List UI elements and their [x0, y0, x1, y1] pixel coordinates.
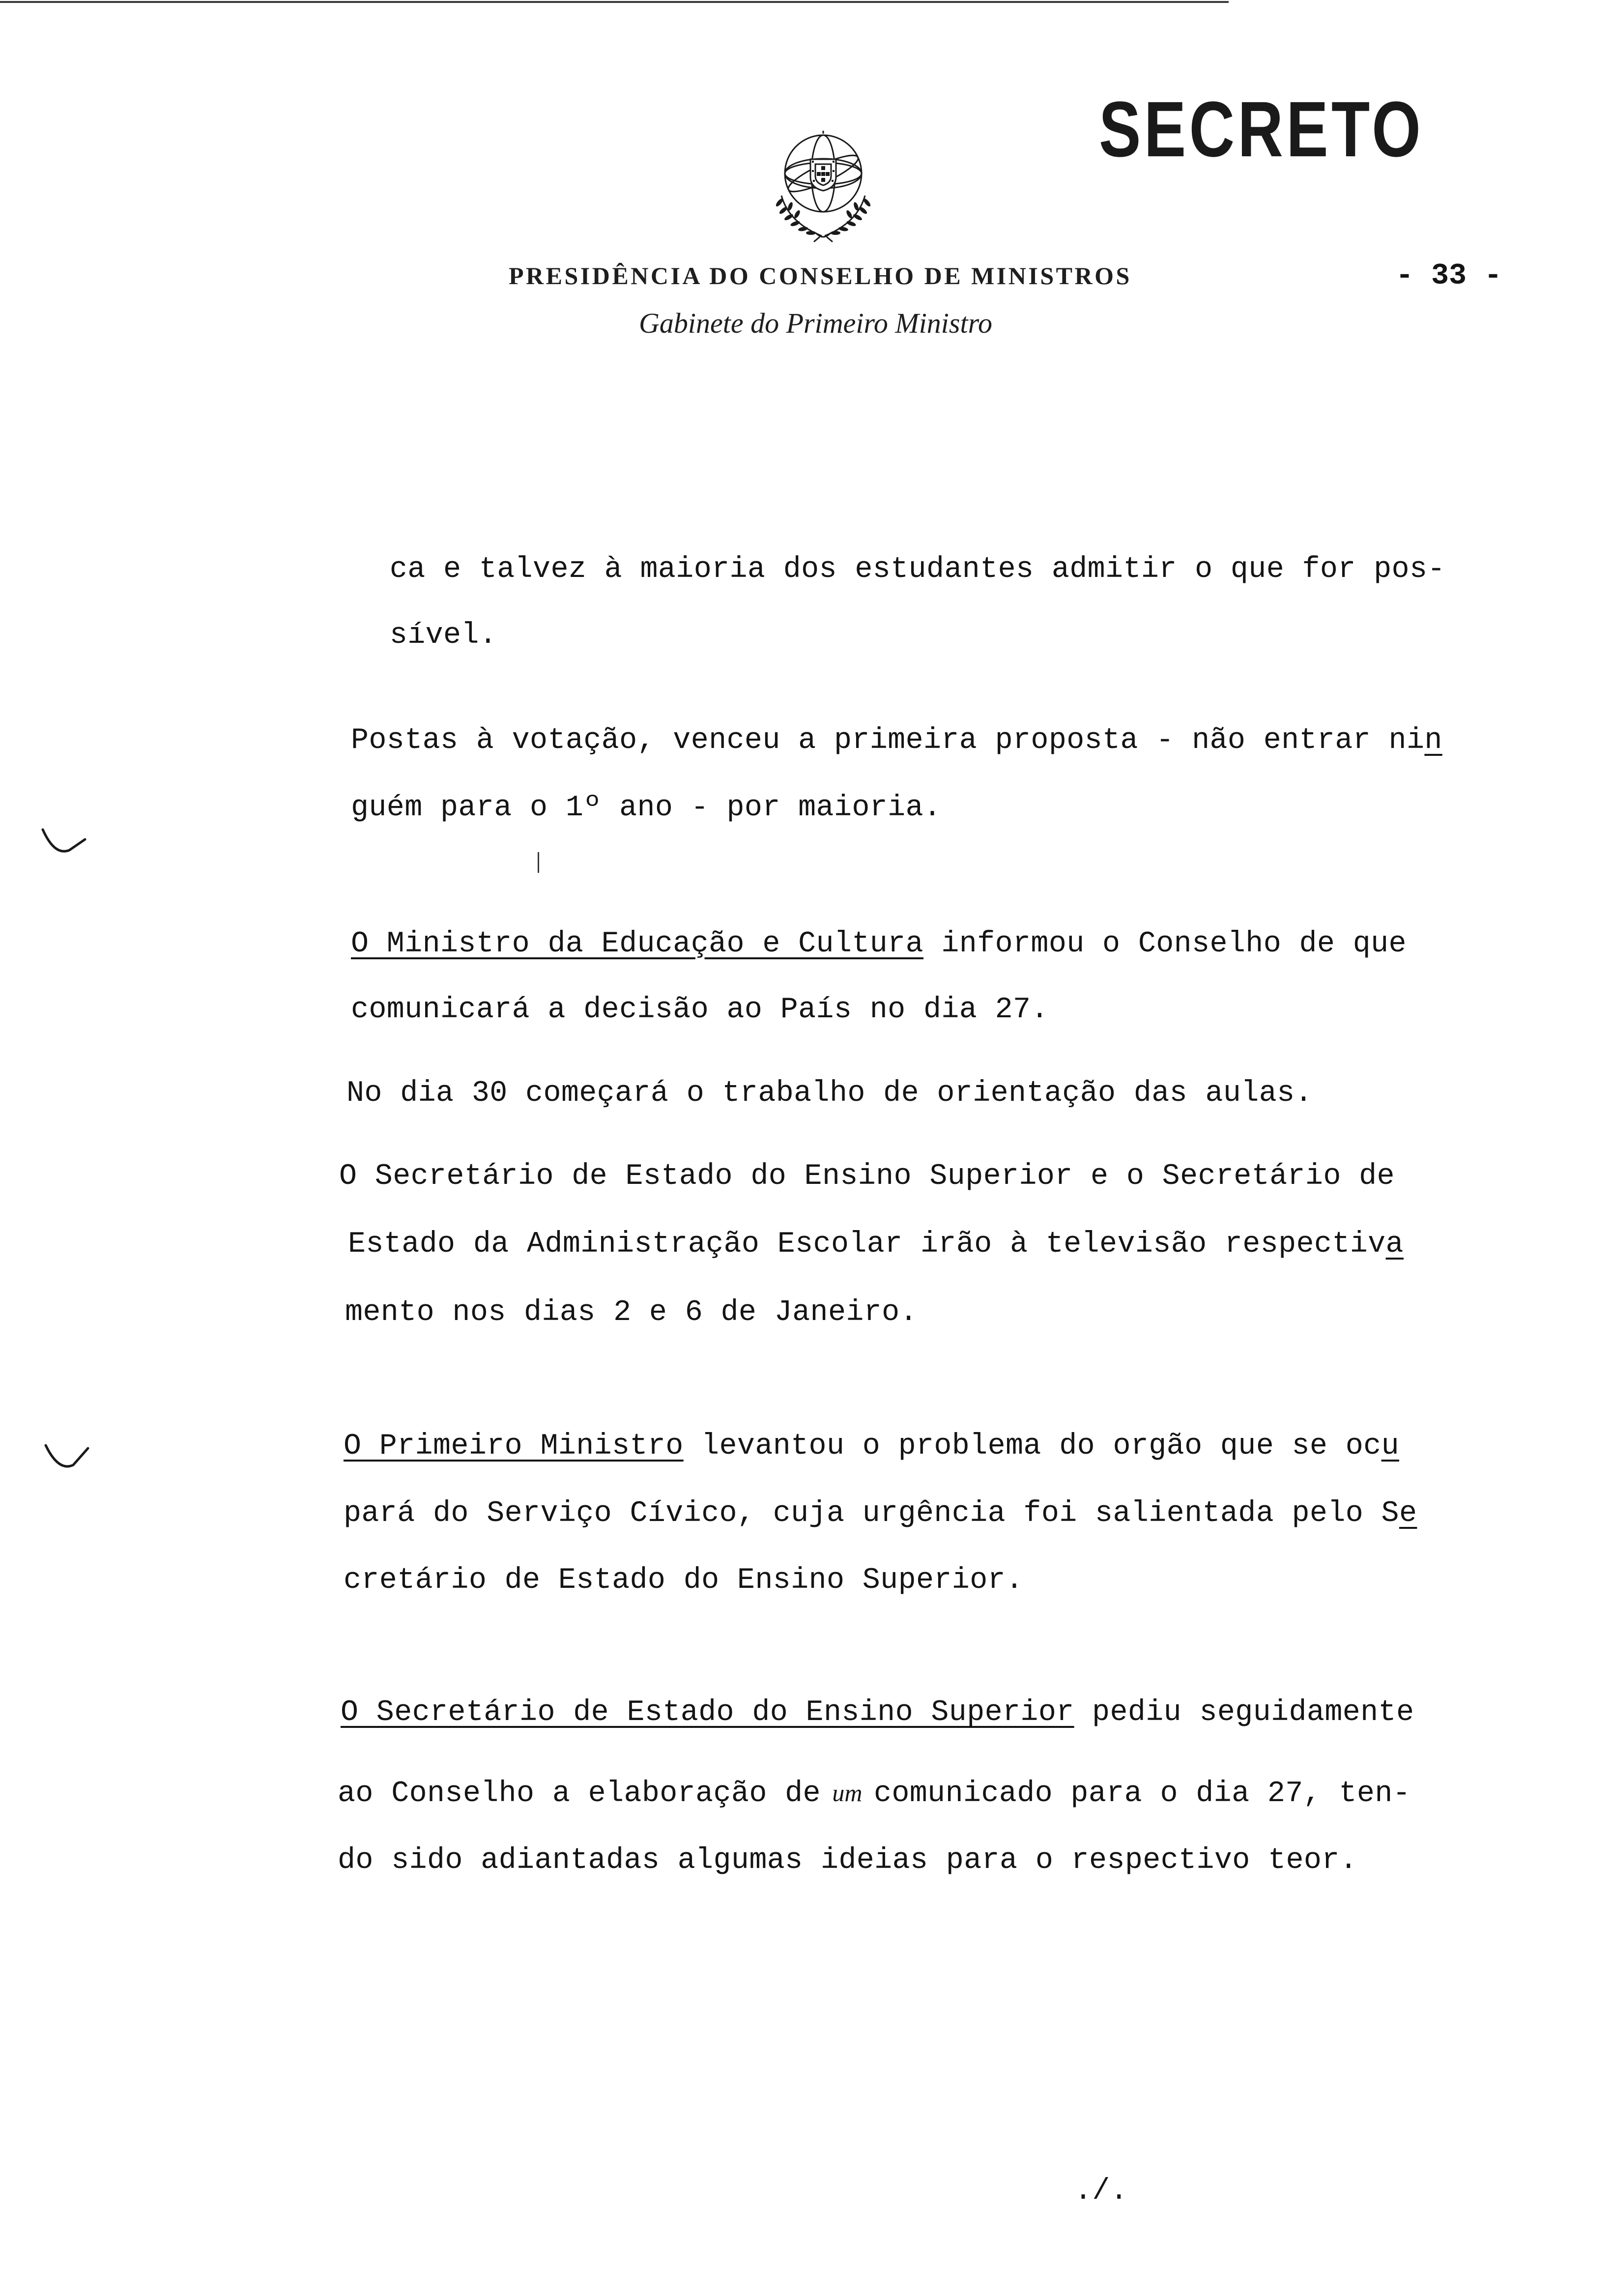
body-line — [351, 995, 1049, 1025]
office-script-heading: Gabinete do Primeiro Ministro — [639, 307, 993, 339]
top-edge-rule — [0, 1, 1229, 3]
underlined-subject: O Primeiro Ministro — [344, 1430, 684, 1463]
line-text: levantou o problema do orgão que se oc — [683, 1430, 1382, 1463]
line-text: sível. — [389, 619, 497, 652]
line-text: do sido adiantadas algumas ideias para o respectivo teor. — [338, 1844, 1358, 1877]
syllable-underline-mark: a — [1385, 1228, 1404, 1261]
body-line — [351, 793, 941, 823]
shield — [810, 159, 836, 191]
body-line — [351, 929, 1407, 959]
secret-stamp: SECRETO — [1099, 85, 1424, 173]
line-text: O Secretário de Estado do Ensino Superior e o Secretário de — [339, 1160, 1395, 1193]
handwritten-insertion: um — [832, 1779, 863, 1807]
coat-of-arms-emblem — [767, 127, 880, 242]
line-text: guém para o 1º ano - por maioria. — [351, 791, 942, 825]
syllable-underline-mark: e — [1399, 1497, 1417, 1530]
underlined-subject: O Ministro da Educação e Cultura — [351, 927, 923, 961]
body-line — [346, 1079, 1313, 1108]
body-line — [354, 525, 1445, 584]
body-line — [351, 726, 1442, 755]
line-text: ao Conselho a elaboração de — [338, 1777, 821, 1810]
line-text: pediu seguidamente — [1074, 1696, 1414, 1729]
body-line — [338, 1846, 1357, 1875]
underlined-subject: O Secretário de Estado do Ensino Superior — [341, 1696, 1074, 1729]
syllable-underline-mark: n — [1424, 724, 1442, 757]
line-text: comunicará a decisão ao País no dia 27. — [351, 993, 1049, 1027]
margin-check-mark — [44, 1439, 90, 1481]
line-text: comunicado para o dia 27, ten- — [873, 1777, 1411, 1810]
body-line — [348, 1230, 1404, 1259]
continuation-mark: ./. — [1074, 2175, 1128, 2208]
line-text: No dia 30 começará o trabalho de orientação das aulas. — [346, 1077, 1313, 1110]
body-line — [345, 1298, 918, 1327]
body-line — [354, 591, 497, 650]
body-line — [339, 1162, 1395, 1191]
laurel-branches — [775, 196, 872, 242]
body-line — [338, 1778, 1410, 1808]
line-text: informou o Conselho de que — [923, 927, 1407, 961]
margin-tick-mark — [538, 852, 539, 873]
line-text: mento nos dias 2 e 6 de Janeiro. — [345, 1296, 918, 1329]
page-number: - 33 - — [1396, 259, 1502, 293]
institution-heading: PRESIDÊNCIA DO CONSELHO DE MINISTROS — [509, 262, 1132, 289]
body-line — [341, 1698, 1414, 1727]
line-text: cretário de Estado do Ensino Superior. — [344, 1564, 1024, 1597]
line-text: Estado da Administração Escolar irão à televisão respectiv — [348, 1228, 1386, 1261]
body-line — [344, 1499, 1417, 1528]
line-text: ca e talvez à maioria dos estudantes admitir o que for pos- — [389, 553, 1445, 586]
body-line — [344, 1432, 1399, 1461]
body-line — [344, 1566, 1023, 1595]
line-text: Postas à votação, venceu a primeira proposta - não entrar ni — [351, 724, 1425, 757]
margin-check-mark — [41, 826, 87, 867]
line-text: pará do Serviço Cívico, cuja urgência foi salientada pelo S — [344, 1497, 1399, 1530]
syllable-underline-mark: u — [1381, 1430, 1399, 1463]
